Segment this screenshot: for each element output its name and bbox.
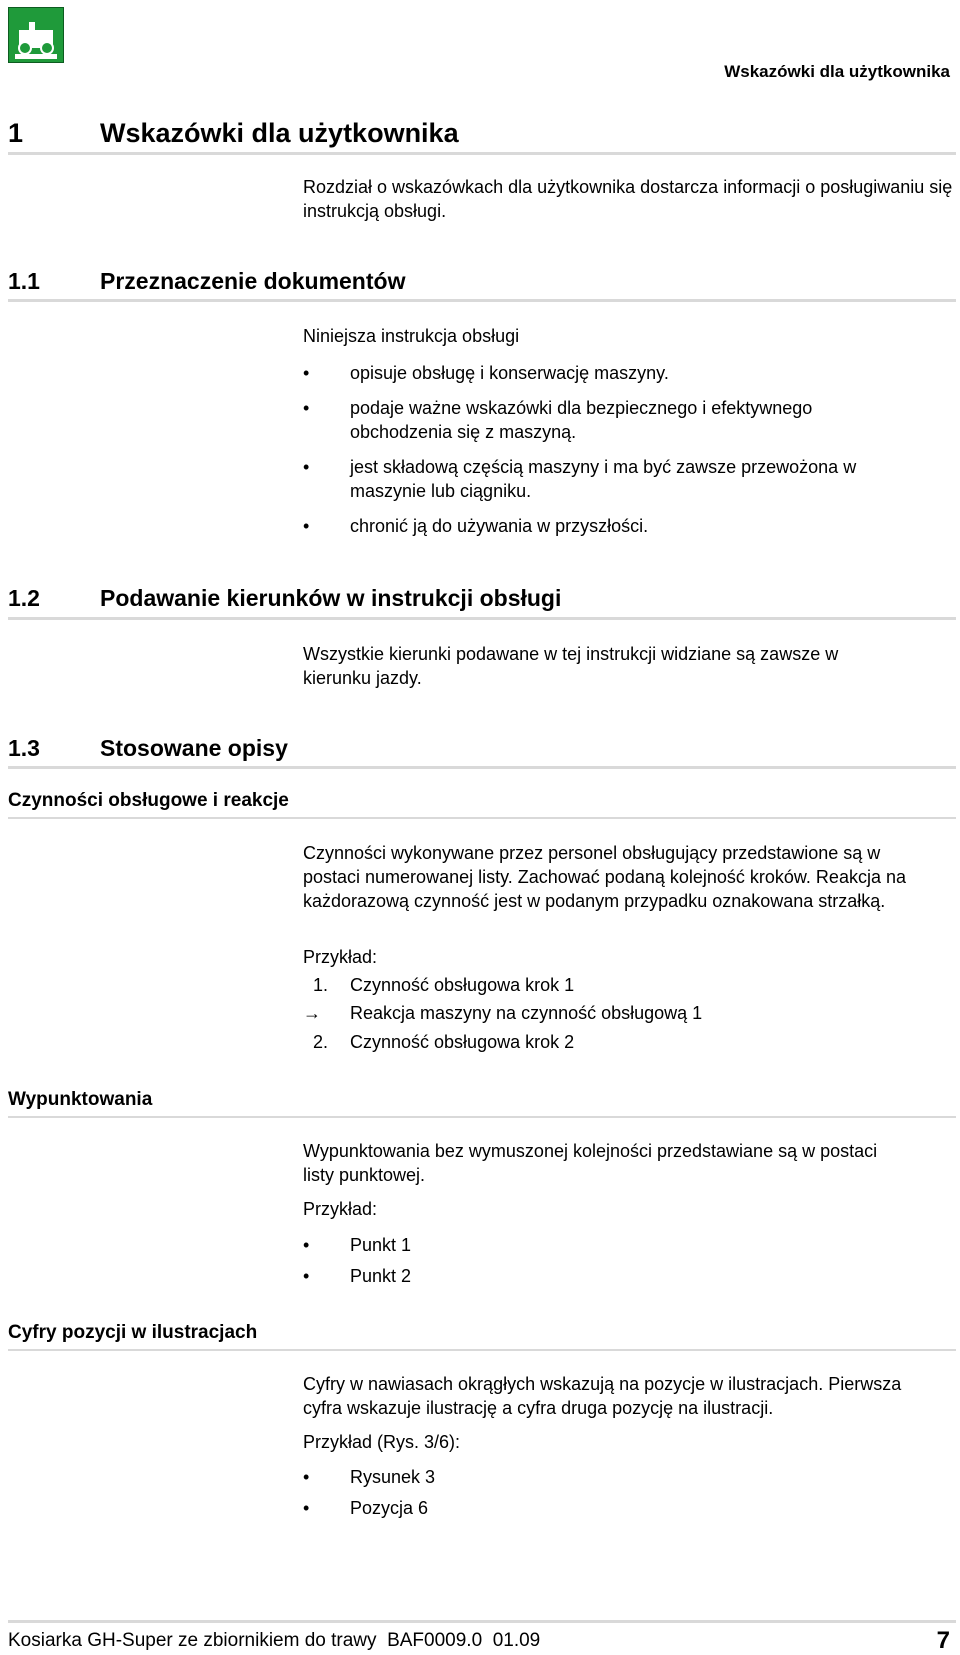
bullet-icon: • <box>303 516 310 536</box>
figures-heading: Cyfry pozycji w ilustracjach <box>8 1322 258 1343</box>
section-title: Stosowane opisy <box>100 735 288 761</box>
bullet-icon: • <box>303 398 310 418</box>
section-rule <box>8 766 956 769</box>
chapter-rule <box>8 152 956 155</box>
chapter-title: Wskazówki dla użytkownika <box>100 118 459 148</box>
bullet-icon: • <box>303 457 310 477</box>
section-rule <box>8 299 956 302</box>
list-item-text: Punkt 1 <box>350 1235 412 1255</box>
section-number: 1.3 <box>8 735 40 761</box>
list-item-text: podaje ważne wskazówki dla bezpiecznego i efektywnego obchodzenia się z maszyną. <box>350 398 813 442</box>
chapter-heading <box>8 118 459 149</box>
subsection-rule <box>8 1116 956 1118</box>
chapter-number: 1 <box>8 118 24 148</box>
list-item-text: Rysunek 3 <box>350 1467 436 1487</box>
figures-example-label: Przykład (Rys. 3/6): <box>303 1432 461 1452</box>
running-header: Wskazówki dla użytkownika <box>724 62 950 81</box>
section-number: 1.1 <box>8 268 40 294</box>
actions-heading: Czynności obsługowe i reakcje <box>8 790 289 811</box>
bullet-icon: • <box>303 1498 310 1518</box>
list-item-text: jest składową częścią maszyny i ma być zawsze przewożona w maszynie lub ciągniku. <box>350 457 857 501</box>
amazone-logo <box>8 7 64 63</box>
section-rule <box>8 617 956 620</box>
actions-text: Czynności wykonywane przez personel obsługujący przedstawione są w postaci numerowanej listy. Zachować podaną kolejność kroków. Reakcja na każdorazową czynność jest w podanym przypadku oznakowana strzałką. <box>303 843 906 911</box>
bullets-heading: Wypunktowania <box>8 1089 153 1110</box>
list-item-text: Punkt 2 <box>350 1266 412 1286</box>
section-1-2-heading <box>8 585 561 612</box>
step-number: 1. <box>313 975 329 995</box>
bullet-icon: • <box>303 1467 310 1487</box>
bullets-example-label: Przykład: <box>303 1199 378 1219</box>
bullet-icon: • <box>303 363 310 383</box>
section-1-1-heading <box>8 268 405 295</box>
section-1-3-heading <box>8 735 288 762</box>
figures-text: Cyfry w nawiasach okrągłych wskazują na pozycje w ilustracjach. Pierwsza cyfra wskazuje ilustrację a cyfra druga pozycję na ilustracji. <box>303 1374 902 1418</box>
list-item-text: Pozycja 6 <box>350 1498 429 1518</box>
list-item-text: chronić ją do używania w przyszłości. <box>350 516 649 536</box>
section-1-1-intro: Niniejsza instrukcja obsługi <box>303 326 520 346</box>
section-title: Przeznaczenie dokumentów <box>100 268 406 294</box>
arrow-right-icon: → <box>303 1003 321 1023</box>
actions-example-label: Przykład: <box>303 947 378 967</box>
footer-rule <box>8 1620 956 1623</box>
section-1-2-text: Wszystkie kierunki podawane w tej instrukcji widziane są zawsze w kierunku jazdy. <box>303 644 839 688</box>
section-title: Podawanie kierunków w instrukcji obsługi <box>100 585 562 611</box>
step-text: Czynność obsługowa krok 1 <box>350 975 575 995</box>
step-text: Czynność obsługowa krok 2 <box>350 1032 575 1052</box>
section-number: 1.2 <box>8 585 40 611</box>
step-number: 2. <box>313 1032 329 1052</box>
footer-text: Kosiarka GH-Super ze zbiornikiem do trawy BAF0009.0 01.09 <box>8 1630 541 1651</box>
step-text: Reakcja maszyny na czynność obsługową 1 <box>350 1003 703 1023</box>
chapter-intro: Rozdział o wskazówkach dla użytkownika dostarcza informacji o posługiwaniu się instrukcją obsługi. <box>303 177 953 221</box>
subsection-rule <box>8 817 956 819</box>
bullet-icon: • <box>303 1235 310 1255</box>
bullet-icon: • <box>303 1266 310 1286</box>
page-number: 7 <box>936 1627 950 1654</box>
subsection-rule <box>8 1349 956 1351</box>
list-item-text: opisuje obsługę i konserwację maszyny. <box>350 363 669 383</box>
bullets-text: Wypunktowania bez wymuszonej kolejności przedstawiane są w postaci listy punktowej. <box>303 1141 878 1185</box>
tractor-logo-icon <box>9 8 63 62</box>
